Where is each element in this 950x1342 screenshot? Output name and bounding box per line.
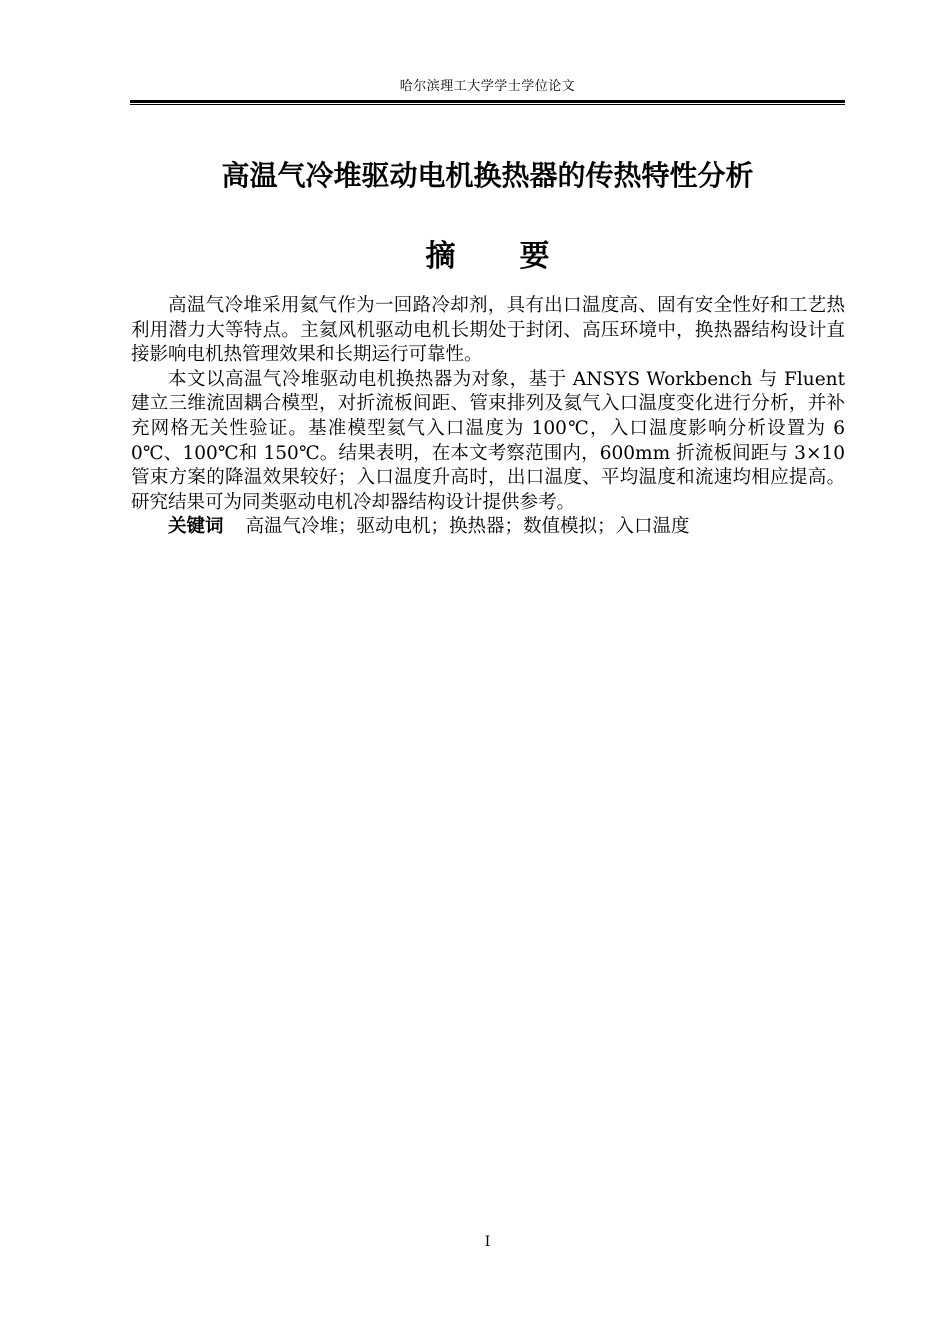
page-number: I [484,1234,491,1250]
thesis-title: 高温气冷堆驱动电机换热器的传热特性分析 [221,159,754,192]
abstract-paragraph-2: 本文以高温气冷堆驱动电机换热器为对象，基于 ANSYS Workbench 与 Fluent 建立三维流固耦合模型，对折流板间距、管束排列及氦气入口温度变化进行分析，并补充网格无关性验证。基准模型氦气入口温度为 100℃，入口温度影响分析设置为 60℃、100℃和 150℃。结果表明，在本文考察范围内，600mm 折流板间距与 3×10 管束方案的降温效果较好；入口温度升高时，出口温度、平均温度和流速均相应提高。研究结果可为同类驱动电机冷却器结构设计提供参考。 [131,368,845,513]
keywords-label: 关键词 [168,516,224,538]
header-rule-thick [130,100,845,103]
running-header: 哈尔滨理工大学学士学位论文 [399,79,576,94]
abstract-heading: 摘要 [425,239,614,274]
abstract-body [131,294,845,540]
header-rule [130,100,845,106]
keywords-line [131,515,845,540]
keywords-list: 高温气冷堆；驱动电机；换热器；数值模拟；入口温度 [245,516,690,538]
abstract-paragraph-1: 高温气冷堆采用氦气作为一回路冷却剂，具有出口温度高、固有安全性好和工艺热利用潜力大等特点。主氦风机驱动电机长期处于封闭、高压环境中，换热器结构设计直接影响电机热管理效果和长期运行可靠性。 [131,295,845,366]
header-rule-thin [130,104,845,105]
